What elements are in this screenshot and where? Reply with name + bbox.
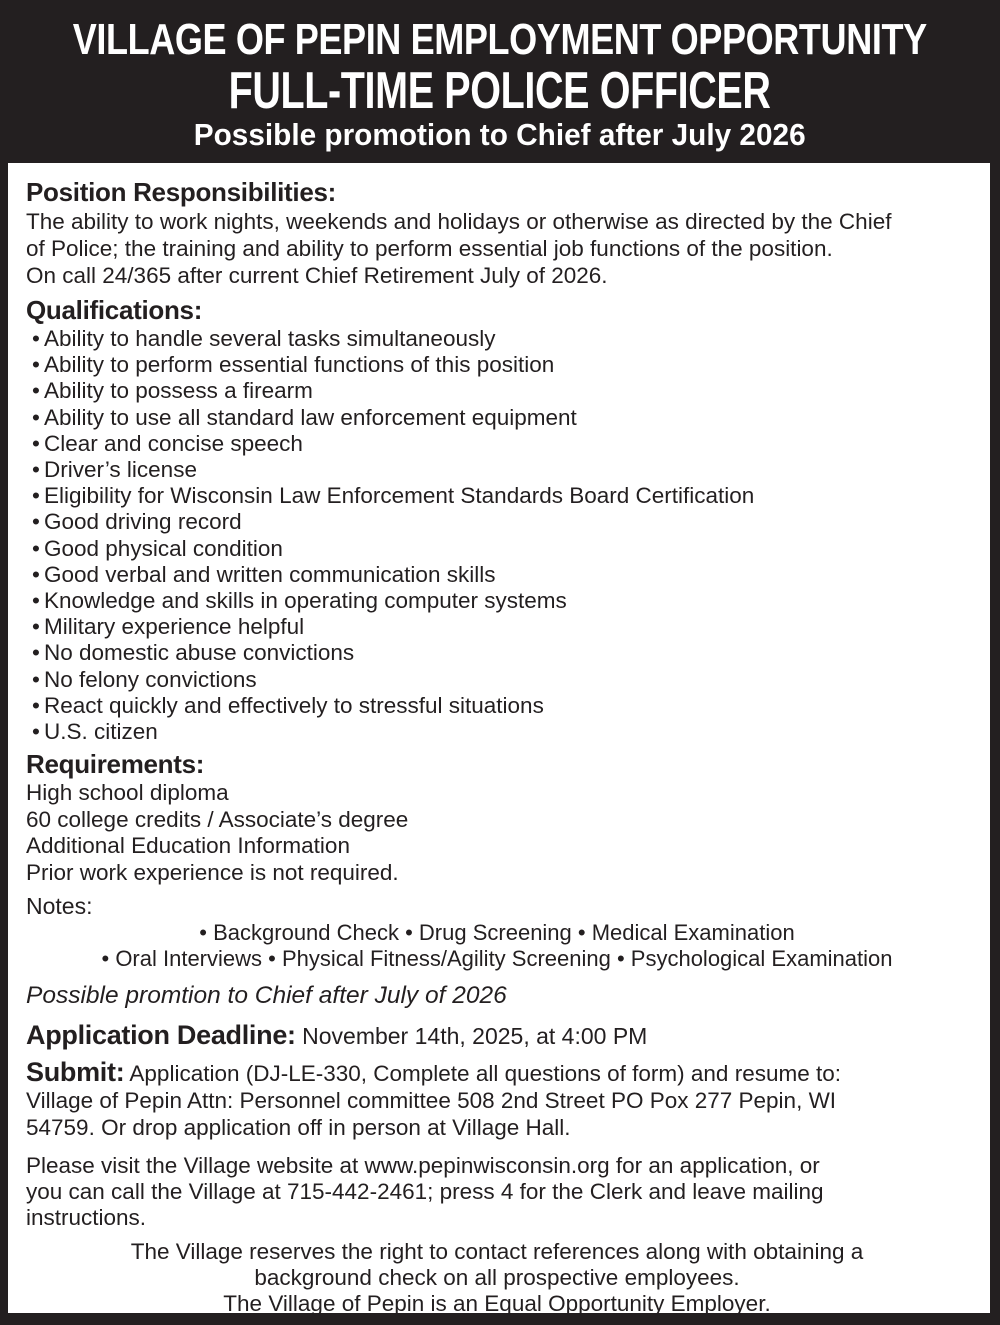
- bullet-icon: •: [32, 535, 40, 561]
- responsibilities-heading: Position Responsibilities:: [26, 177, 337, 207]
- footer-paragraph: [26, 1239, 968, 1317]
- list-item: [26, 431, 968, 457]
- banner-subtitle: Possible promotion to Chief after July 2026: [194, 116, 806, 152]
- submit-line1-text: Application (DJ-LE-330, Complete all questions of form) and resume to:: [129, 1061, 841, 1087]
- qualifications-list: [26, 326, 968, 745]
- notes-label: Notes:: [26, 893, 93, 920]
- application-deadline: [26, 1020, 968, 1051]
- bullet-icon: •: [32, 561, 40, 587]
- footer-line: background check on all prospective employees.: [254, 1265, 740, 1291]
- bullet-icon: •: [32, 352, 40, 378]
- list-item-label: Military experience helpful: [44, 614, 305, 640]
- notes-line: • Oral Interviews • Physical Fitness/Agility Screening • Psychological Examination: [101, 946, 893, 972]
- list-item: [26, 405, 968, 431]
- paragraph-line: instructions.: [26, 1205, 147, 1231]
- list-item-label: Eligibility for Wisconsin Law Enforcement Standards Board Certification: [44, 483, 755, 509]
- list-item: [26, 614, 968, 640]
- list-item: [26, 640, 968, 666]
- list-item: [26, 667, 968, 693]
- paragraph-line: Prior work experience is not required.: [26, 859, 399, 885]
- bullet-icon: •: [32, 509, 40, 535]
- list-item-label: Good physical condition: [44, 535, 283, 561]
- list-item-label: No domestic abuse convictions: [44, 640, 355, 666]
- bullet-icon: •: [32, 326, 40, 351]
- paragraph-line: The ability to work nights, weekends and holidays or otherwise as directed by the Chief: [26, 209, 892, 234]
- list-item-label: Ability to possess a firearm: [44, 378, 313, 404]
- list-item: [26, 719, 968, 745]
- footer-line: The Village of Pepin is an Equal Opportunity Employer.: [223, 1291, 771, 1317]
- paragraph-line: 60 college credits / Associate’s degree: [26, 806, 409, 832]
- requirements-paragraph: [26, 780, 968, 886]
- list-item-label: U.S. citizen: [44, 719, 158, 745]
- notes-list: [26, 920, 968, 972]
- list-item-label: Ability to use all standard law enforcement equipment: [44, 404, 577, 430]
- bullet-icon: •: [32, 640, 40, 666]
- list-item: [26, 588, 968, 614]
- list-item-label: Ability to perform essential functions of this position: [44, 352, 555, 378]
- bullet-icon: •: [32, 378, 40, 404]
- bullet-icon: •: [32, 614, 40, 640]
- paragraph-line: On call 24/365 after current Chief Retirement July of 2026.: [26, 263, 608, 288]
- submit-first-line: [26, 1059, 968, 1087]
- ad-body-sheet: [8, 163, 990, 1317]
- bullet-icon: •: [32, 457, 40, 483]
- bullet-icon: •: [32, 404, 40, 430]
- list-item: [26, 693, 968, 719]
- deadline-value: November 14th, 2025, at 4:00 PM: [302, 1023, 648, 1050]
- paragraph-line: High school diploma: [26, 780, 229, 806]
- list-item-label: Good driving record: [44, 509, 242, 535]
- promotion-note: Possible promtion to Chief after July of 2026: [26, 982, 507, 1010]
- requirements-heading: Requirements:: [26, 749, 205, 780]
- notes-line: • Background Check • Drug Screening • Medical Examination: [199, 920, 795, 946]
- footer-line: The Village reserves the right to contact references along with obtaining a: [130, 1239, 864, 1265]
- deadline-label: Application Deadline:: [26, 1020, 296, 1051]
- website-paragraph: [26, 1153, 968, 1231]
- banner-title: VILLAGE OF PEPIN EMPLOYMENT OPPORTUNITY: [72, 14, 928, 64]
- list-item-label: Knowledge and skills in operating computer systems: [44, 588, 567, 614]
- list-item: [26, 536, 968, 562]
- list-item-label: Ability to handle several tasks simultaneously: [44, 326, 496, 351]
- bullet-icon: •: [32, 588, 40, 614]
- list-item: [26, 352, 968, 378]
- list-item: [26, 483, 968, 509]
- paragraph-line: Village of Pepin Attn: Personnel committee 508 2nd Street PO Pox 277 Pepin, WI: [26, 1088, 837, 1114]
- paragraph-line: Additional Education Information: [26, 833, 350, 859]
- list-item: [26, 562, 968, 588]
- bullet-icon: •: [32, 692, 40, 718]
- list-item: [26, 378, 968, 404]
- list-item: [26, 326, 968, 352]
- bullet-icon: •: [32, 430, 40, 456]
- paragraph-line: of Police; the training and ability to perform essential job functions of the position.: [26, 236, 833, 261]
- responsibilities-paragraph: [26, 208, 968, 289]
- banner-job-title: FULL-TIME POLICE OFFICER: [229, 61, 771, 120]
- paragraph-line: Please visit the Village website at www.pepinwisconsin.org for an application, or: [26, 1153, 820, 1179]
- submit-section: [26, 1059, 968, 1141]
- bullet-icon: •: [32, 719, 40, 745]
- list-item-label: Good verbal and written communication skills: [44, 561, 496, 587]
- list-item: [26, 509, 968, 535]
- bullet-icon: •: [32, 483, 40, 509]
- list-item-label: No felony convictions: [44, 666, 257, 692]
- submit-label: Submit:: [26, 1057, 125, 1088]
- banner: [0, 0, 1000, 163]
- list-item-label: Clear and concise speech: [44, 430, 303, 456]
- qualifications-heading: Qualifications:: [26, 295, 203, 325]
- paragraph-line: you can call the Village at 715-442-2461; press 4 for the Clerk and leave mailing: [26, 1179, 824, 1205]
- submit-lines: [26, 1087, 968, 1141]
- list-item-label: React quickly and effectively to stressful situations: [44, 692, 544, 718]
- bullet-icon: •: [32, 666, 40, 692]
- paragraph-line: 54759. Or drop application off in person at Village Hall.: [26, 1115, 571, 1141]
- list-item-label: Driver’s license: [44, 457, 197, 483]
- list-item: [26, 457, 968, 483]
